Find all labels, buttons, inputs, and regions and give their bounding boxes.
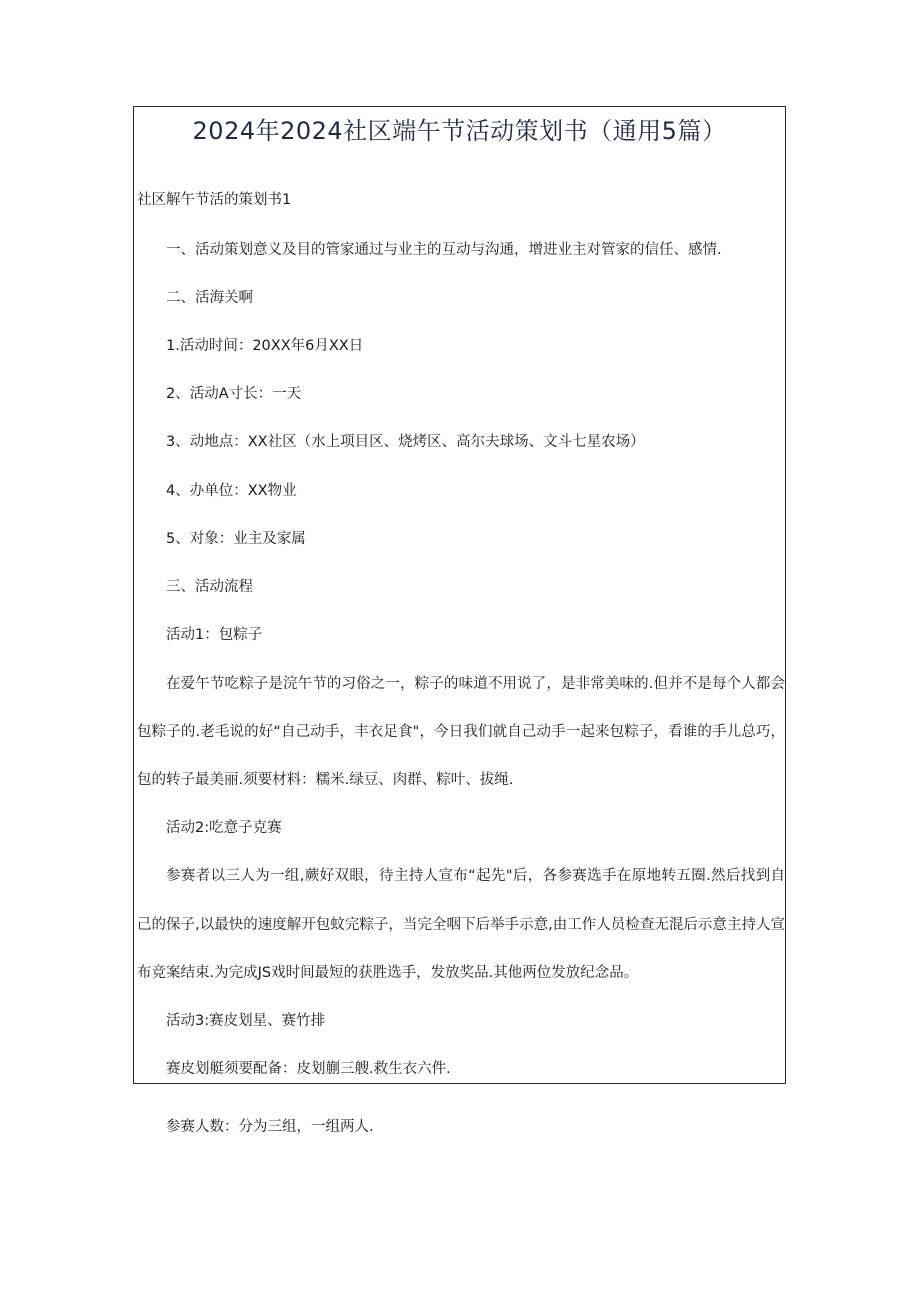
paragraph-activity-2-line-3: 布竞案结束.为完成JS戏时间最短的获胜选手，发放奖品.其他两位发放纪念品。 <box>137 965 639 981</box>
item-audience: 5、对象：业主及家属 <box>166 531 306 547</box>
heading-activity-3: 活动3:赛皮划星、赛竹排 <box>166 1013 326 1029</box>
paragraph-activity-2-line-1: 参赛者以三人为一组,蕨好双眼，待主持人宣布“起先"后，各参赛选手在原地转五圈.然后找到自 <box>166 868 785 884</box>
item-location: 3、动地点：XX社区（水上项目区、烧烤区、高尔夫球场、文斗七星农场） <box>166 434 645 450</box>
heading-activity-1: 活动1：包粽子 <box>166 627 263 643</box>
item-organizer: 4、办单位：XX物业 <box>166 483 297 499</box>
paragraph-activity-1-line-1: 在爱午节吃粽子是浣午节的习俗之一，粽子的味道不用说了，是非常美味的.但并不是每个人都会 <box>166 676 785 692</box>
heading-process: 三、活动流程 <box>166 579 253 595</box>
paragraph-activity-3-line-1: 赛皮划艇须要配备：皮划蒯三艘.救生衣六件. <box>166 1061 451 1077</box>
section-heading: 社区解午节活的策划书1 <box>137 192 292 208</box>
paragraph-purpose: 一、活动策划意义及目的管家通过与业主的互动与沟通，增进业主对管家的信任、感情. <box>166 242 722 258</box>
heading-activity-2: 活动2:吃意子克赛 <box>166 820 282 836</box>
item-time: 1.活动时间：20XX年6月XX日 <box>166 338 364 354</box>
paragraph-activity-1-line-2: 包粽子的.老毛说的好“自己动手，丰衣足食"，今日我们就自己动手一起来包粽子，看谁的手儿总巧， <box>137 724 785 740</box>
document-title: 2024年2024社区端午节活动策划书（通用5篇） <box>192 117 727 145</box>
paragraph-activity-3-line-2: 参赛人数：分为三组，一组两人. <box>166 1119 374 1135</box>
paragraph-activity-2-line-2: 己的保子,以最快的速度解开包蚊完粽子，当完全咽下后举手示意,由工作人员检查无混后示意主持人宣 <box>137 917 785 933</box>
heading-overview: 二、活海关啊 <box>166 290 253 306</box>
paragraph-activity-1-line-3: 包的转子最美丽.须要材料：糯米.绿豆、肉群、粽叶、拔绳. <box>137 772 514 788</box>
item-duration: 2、活动A寸长：一天 <box>166 386 302 402</box>
